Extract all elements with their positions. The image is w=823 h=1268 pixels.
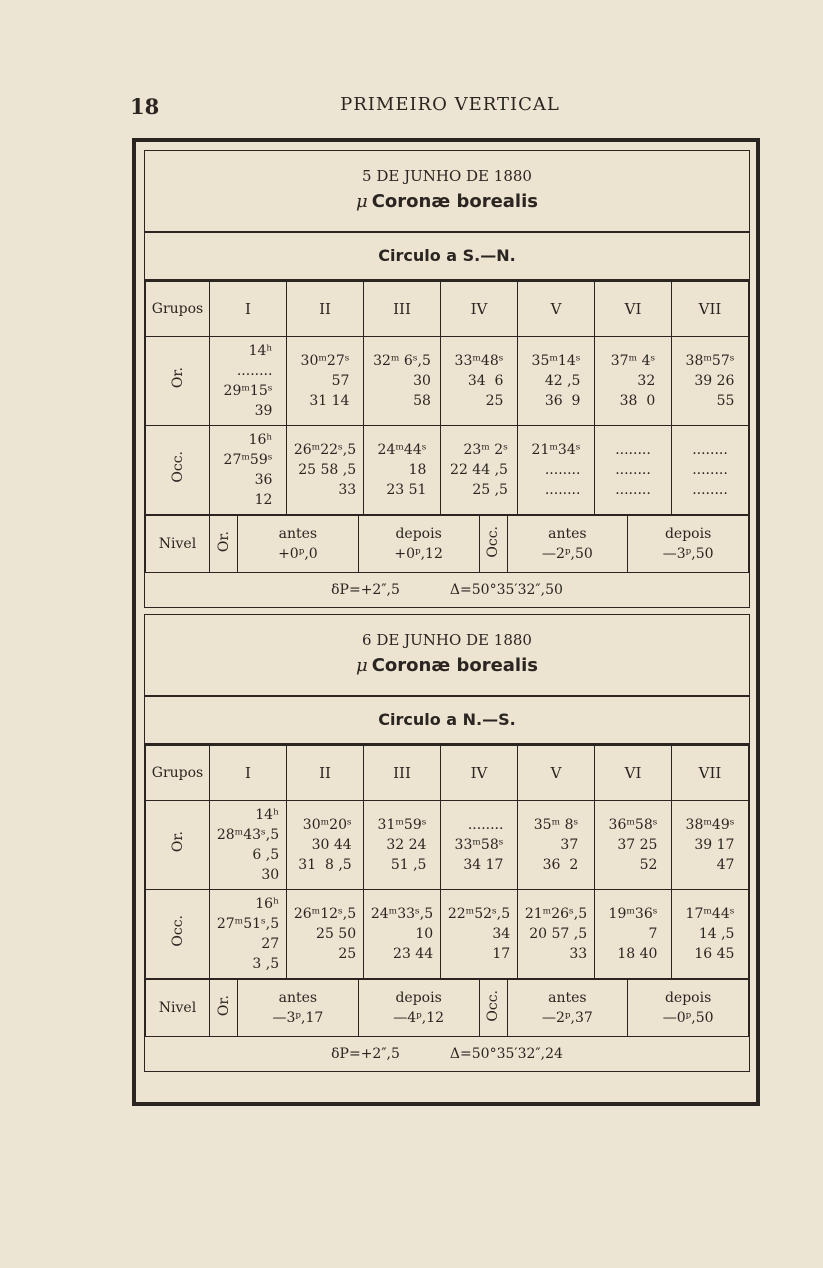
- depois-label: depois: [664, 990, 712, 1006]
- grupos-label: Grupos: [146, 282, 210, 337]
- group-header: VI: [595, 282, 672, 337]
- occ-label: Occ.: [169, 451, 186, 483]
- group-header: I: [210, 282, 287, 337]
- data-cell: [364, 337, 441, 426]
- antes-value: —2ᵖ,50: [541, 546, 593, 562]
- section-header: [145, 615, 749, 697]
- nivel-or-label-cell: [210, 980, 238, 1037]
- data-cell: [672, 337, 749, 426]
- data-cell: [441, 801, 518, 890]
- group-header: VI: [595, 746, 672, 801]
- time-values: 35ᵐ14ˢ 42 ,5 36 9: [531, 353, 581, 409]
- time-values: ........ 33ᵐ58ˢ 34 17: [454, 817, 504, 873]
- data-cell: [210, 801, 287, 890]
- group-header: VII: [672, 282, 749, 337]
- data-cell: [441, 890, 518, 979]
- data-cell: [595, 337, 672, 426]
- data-cell: [441, 337, 518, 426]
- group-header: I: [210, 746, 287, 801]
- observation-section: [144, 614, 750, 1072]
- data-cell: [364, 801, 441, 890]
- running-title: PRIMEIRO VERTICAL: [340, 94, 560, 115]
- group-header: V: [518, 746, 595, 801]
- antes-value: +0ᵖ,0: [278, 546, 318, 562]
- section-footer: [145, 1037, 749, 1071]
- nivel-or-antes: [238, 516, 359, 573]
- data-cell: [364, 426, 441, 515]
- data-cell: [287, 337, 364, 426]
- star-constellation: Coronæ borealis: [371, 655, 538, 676]
- time-values: 33ᵐ48ˢ 34 6 25: [454, 353, 504, 409]
- nivel-occ-depois: [628, 980, 749, 1037]
- time-values: 31ᵐ59ˢ 32 24 51 ,5: [377, 817, 427, 873]
- groups-table: [145, 281, 749, 515]
- or-row: [146, 801, 749, 890]
- nivel-occ-antes: [507, 516, 628, 573]
- group-header: VII: [672, 746, 749, 801]
- occ-label-cell: [146, 426, 210, 515]
- data-cell: [287, 890, 364, 979]
- occ-row: [146, 426, 749, 515]
- time-values: 38ᵐ49ˢ 39 17 47: [685, 817, 735, 873]
- nivel-or-label: Or.: [215, 531, 232, 553]
- occ-row: [146, 890, 749, 979]
- time-values: 14ʰ ........ 29ᵐ15ˢ 39: [223, 343, 273, 419]
- occ-label-cell: [146, 890, 210, 979]
- group-header: III: [364, 282, 441, 337]
- data-cell: [518, 890, 595, 979]
- data-cell: [210, 426, 287, 515]
- group-header: V: [518, 282, 595, 337]
- time-values: 32ᵐ 6ˢ,5 30 58: [373, 353, 431, 409]
- nivel-row: [146, 516, 749, 573]
- circle-direction: Circulo a S.—N.: [145, 233, 749, 281]
- time-values: 30ᵐ27ˢ 57 31 14: [300, 353, 350, 409]
- nivel-or-antes: [238, 980, 359, 1037]
- nivel-occ-label-cell: [479, 516, 507, 573]
- nivel-or-depois: [358, 980, 479, 1037]
- groups-header-row: [146, 282, 749, 337]
- star-constellation: Coronæ borealis: [371, 191, 538, 212]
- data-cell: [672, 801, 749, 890]
- nivel-occ-label-cell: [479, 980, 507, 1037]
- or-label: Or.: [169, 831, 186, 853]
- group-header: II: [287, 282, 364, 337]
- section-header: [145, 151, 749, 233]
- antes-label: antes: [548, 526, 587, 542]
- nivel-occ-antes: [507, 980, 628, 1037]
- time-values: ........ ........ ........: [615, 442, 651, 498]
- observation-date: 6 DE JUNHO DE 1880: [362, 631, 532, 649]
- nivel-label: Nivel: [146, 980, 210, 1037]
- observation-date: 5 DE JUNHO DE 1880: [362, 167, 532, 185]
- antes-value: —3ᵖ,17: [272, 1010, 324, 1026]
- depois-label: depois: [395, 990, 442, 1006]
- nivel-table: [145, 515, 749, 573]
- data-cell: [595, 890, 672, 979]
- time-values: 16ʰ 27ᵐ51ˢ,5 27 3 ,5: [216, 896, 280, 972]
- data-cell: [287, 426, 364, 515]
- nivel-table: [145, 979, 749, 1037]
- time-values: 19ᵐ36ˢ 7 18 40: [608, 906, 658, 962]
- or-row: [146, 337, 749, 426]
- or-label-cell: [146, 801, 210, 890]
- depois-label: depois: [395, 526, 442, 542]
- group-header: II: [287, 746, 364, 801]
- group-header: IV: [441, 282, 518, 337]
- data-cell: [518, 426, 595, 515]
- time-values: 36ᵐ58ˢ 37 25 52: [608, 817, 658, 873]
- antes-value: —2ᵖ,37: [541, 1010, 593, 1026]
- depois-value: —0ᵖ,50: [662, 1010, 714, 1026]
- time-values: 23ᵐ 2ˢ 22 44 ,5 25 ,5: [450, 442, 508, 498]
- depois-value: —4ᵖ,12: [393, 1010, 445, 1026]
- or-label: Or.: [169, 367, 186, 389]
- data-cell: [518, 801, 595, 890]
- grupos-label: Grupos: [146, 746, 210, 801]
- data-cell: [364, 890, 441, 979]
- data-cell: [595, 426, 672, 515]
- data-cell: [595, 801, 672, 890]
- or-label-cell: [146, 337, 210, 426]
- table-frame: [132, 138, 760, 1106]
- observation-section: [144, 150, 750, 608]
- data-cell: [441, 426, 518, 515]
- depois-value: —3ᵖ,50: [662, 546, 714, 562]
- star-greek-letter: μ: [355, 191, 368, 212]
- time-values: 26ᵐ22ˢ,5 25 58 ,5 33: [293, 442, 357, 498]
- time-values: 16ʰ 27ᵐ59ˢ 36 12: [223, 432, 273, 508]
- data-cell: [518, 337, 595, 426]
- depois-value: +0ᵖ,12: [394, 546, 443, 562]
- antes-label: antes: [548, 990, 587, 1006]
- nivel-occ-depois: [628, 516, 749, 573]
- data-cell: [210, 337, 287, 426]
- circle-direction: Circulo a N.—S.: [145, 697, 749, 745]
- time-values: 17ᵐ44ˢ 14 ,5 16 45: [685, 906, 735, 962]
- time-values: 30ᵐ20ˢ 30 44 31 8 ,5: [298, 817, 352, 873]
- star-name: [145, 191, 749, 212]
- time-values: 35ᵐ 8ˢ 37 36 2: [533, 817, 579, 873]
- data-cell: [287, 801, 364, 890]
- star-name: [145, 655, 749, 676]
- time-values: 26ᵐ12ˢ,5 25 50 25: [293, 906, 357, 962]
- time-values: 38ᵐ57ˢ 39 26 55: [685, 353, 735, 409]
- depois-label: depois: [664, 526, 712, 542]
- data-cell: [672, 890, 749, 979]
- antes-label: antes: [278, 990, 318, 1006]
- page-number: 18: [130, 94, 160, 119]
- time-values: ........ ........ ........: [692, 442, 728, 498]
- data-cell: [210, 890, 287, 979]
- antes-label: antes: [278, 526, 318, 542]
- data-cell: [672, 426, 749, 515]
- nivel-row: [146, 980, 749, 1037]
- nivel-or-label-cell: [210, 516, 238, 573]
- delta-p: δP=+2″,5: [331, 582, 400, 598]
- nivel-label: Nivel: [146, 516, 210, 573]
- section-footer: [145, 573, 749, 607]
- groups-header-row: [146, 746, 749, 801]
- time-values: 37ᵐ 4ˢ 32 38 0: [610, 353, 656, 409]
- groups-table: [145, 745, 749, 979]
- group-header: III: [364, 746, 441, 801]
- delta: Δ=50°35′32″,24: [449, 1046, 563, 1062]
- delta: Δ=50°35′32″,50: [449, 582, 563, 598]
- nivel-occ-label: Occ.: [485, 526, 501, 558]
- star-greek-letter: μ: [355, 655, 368, 676]
- delta-p: δP=+2″,5: [331, 1046, 400, 1062]
- nivel-occ-label: Occ.: [485, 990, 501, 1022]
- time-values: 22ᵐ52ˢ,5 34 17: [447, 906, 511, 962]
- group-header: IV: [441, 746, 518, 801]
- nivel-or-label: Or.: [215, 995, 232, 1017]
- time-values: 24ᵐ44ˢ 18 23 51: [377, 442, 427, 498]
- occ-label: Occ.: [169, 915, 186, 947]
- time-values: 21ᵐ26ˢ,5 20 57 ,5 33: [524, 906, 588, 962]
- nivel-or-depois: [358, 516, 479, 573]
- time-values: 24ᵐ33ˢ,5 10 23 44: [370, 906, 434, 962]
- time-values: 14ʰ 28ᵐ43ˢ,5 6 ,5 30: [216, 807, 280, 883]
- time-values: 21ᵐ34ˢ ........ ........: [531, 442, 581, 498]
